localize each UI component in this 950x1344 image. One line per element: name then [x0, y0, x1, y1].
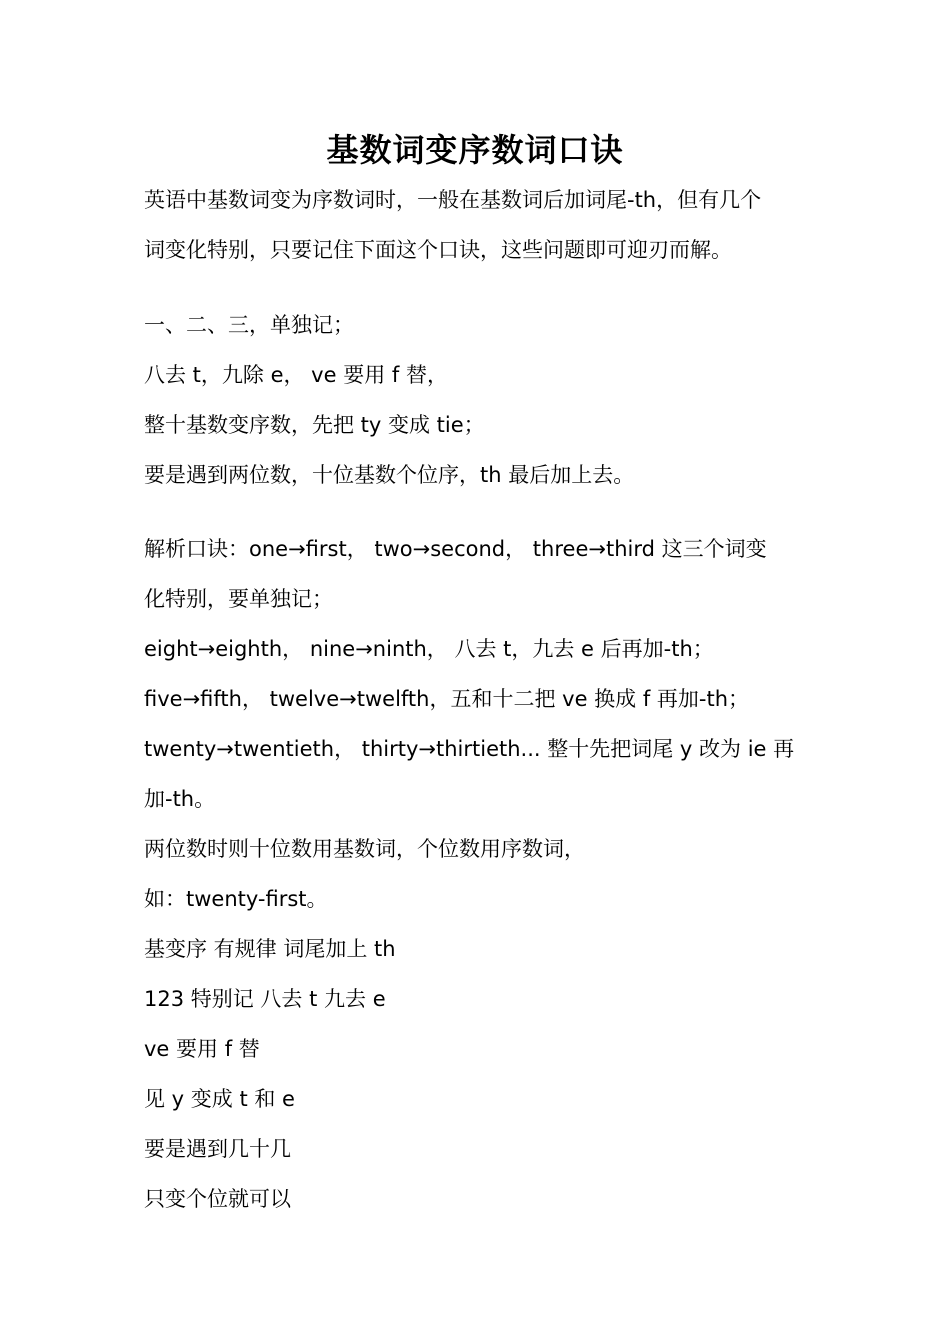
analysis-section — [144, 524, 814, 1224]
analysis-line: 加-th。 — [144, 787, 216, 811]
analysis-line: 解析口诀：one→first， two→second， three→third 这三个词变 — [144, 537, 767, 561]
rhyme-line: 八去 t，九除 e， ve 要用 f 替， — [144, 363, 448, 387]
analysis-line: five→fifth， twelve→twelfth，五和十二把 ve 换成 f 再加-th； — [144, 687, 750, 711]
rhyme-section — [144, 300, 814, 500]
intro-line: 词变化特别，只要记住下面这个口诀，这些问题即可迎刃而解。 — [144, 238, 732, 262]
analysis-line: 基变序 有规律 词尾加上 th — [144, 937, 396, 961]
analysis-line: eight→eighth， nine→ninth， 八去 t，九去 e 后再加-th； — [144, 637, 714, 661]
analysis-line: 化特别，要单独记； — [144, 587, 333, 611]
analysis-line: 要是遇到几十几 — [144, 1137, 291, 1161]
analysis-line: 两位数时则十位数用基数词，个位数用序数词， — [144, 837, 585, 861]
analysis-line: twenty→twentieth， thirty→thirtieth... 整十先把词尾 y 改为 ie 再 — [144, 737, 795, 761]
analysis-line: 只变个位就可以 — [144, 1187, 291, 1211]
analysis-line: 如：twenty-first。 — [144, 887, 328, 911]
intro-line: 英语中基数词变为序数词时，一般在基数词后加词尾-th，但有几个 — [144, 188, 762, 212]
rhyme-line: 整十基数变序数，先把 ty 变成 tie； — [144, 413, 485, 437]
document-title: 基数词变序数词口诀 — [326, 131, 624, 169]
rhyme-line: 一、二、三，单独记； — [144, 313, 354, 337]
analysis-line: ve 要用 f 替 — [144, 1037, 260, 1061]
analysis-line: 123 特别记 八去 t 九去 e — [144, 987, 386, 1011]
intro-paragraph — [144, 175, 814, 275]
analysis-line: 见 y 变成 t 和 e — [144, 1087, 295, 1111]
rhyme-line: 要是遇到两位数，十位基数个位序，th 最后加上去。 — [144, 463, 635, 487]
